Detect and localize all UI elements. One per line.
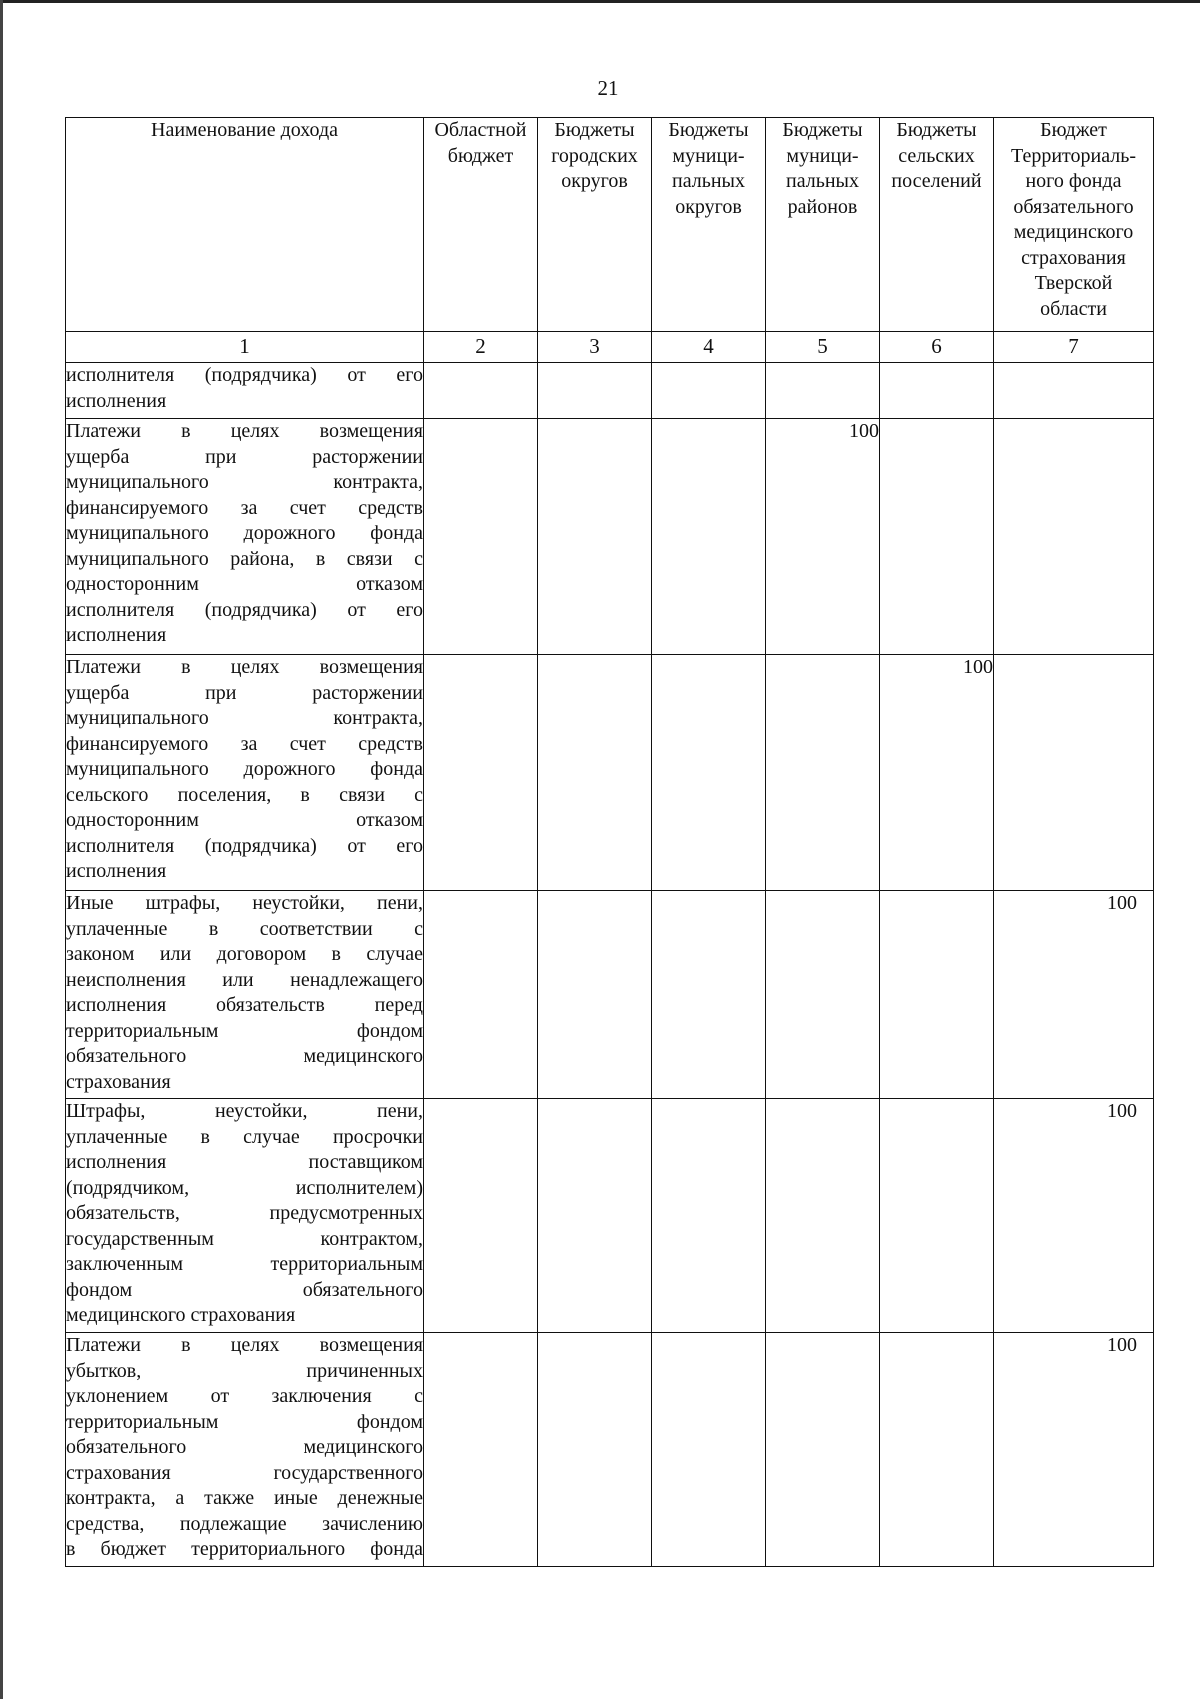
share-percent-cell: 100 <box>880 655 994 891</box>
revenue-name-line: территориальным фондом <box>66 1410 423 1433</box>
header-text-line: медицинского <box>1013 221 1134 243</box>
header-regional-budget <box>424 118 538 332</box>
share-percent-cell <box>424 1099 538 1333</box>
revenue-name-line: обязательств, предусмотренных <box>66 1202 423 1224</box>
revenue-name-line: односторонним отказом <box>66 809 423 831</box>
table-header-row <box>66 118 1154 332</box>
revenue-name-line: исполнения <box>66 389 167 412</box>
revenue-name-line: убытков, причиненных <box>66 1359 423 1382</box>
header-text-line: Бюджеты <box>554 119 635 141</box>
share-percent-cell: 100 <box>766 419 880 655</box>
share-percent-cell <box>652 891 766 1099</box>
revenue-name-line: обязательного медицинского <box>66 1045 423 1067</box>
revenue-name-line: односторонним отказом <box>66 573 423 595</box>
share-percent-cell <box>880 363 994 419</box>
header-municipal-regions-budgets <box>766 118 880 332</box>
revenue-name-cell <box>66 1333 424 1567</box>
header-territorial-fund-budget <box>994 118 1154 332</box>
column-number: 6 <box>880 332 994 363</box>
revenue-name-line: страхования государственного <box>66 1461 423 1484</box>
revenue-name-line: Иные штрафы, неустойки, пени, <box>66 892 423 914</box>
revenue-name-line: законом или договором в случае <box>66 943 423 965</box>
revenue-name-line: (подрядчиком, исполнителем) <box>66 1176 423 1199</box>
header-city-districts-budgets <box>538 118 652 332</box>
revenue-name-line: государственным контрактом, <box>66 1227 423 1250</box>
column-number: 4 <box>652 332 766 363</box>
revenue-name-line: уклонением от заключения с <box>66 1385 423 1407</box>
share-percent-cell: 100 <box>994 1099 1154 1333</box>
revenue-name-line: ущерба при расторжении <box>66 445 423 468</box>
header-text-line: Наименование дохода <box>151 119 338 141</box>
table-row <box>66 891 1154 1099</box>
share-percent-cell <box>880 891 994 1099</box>
share-percent-cell <box>766 655 880 891</box>
share-percent-cell <box>424 655 538 891</box>
share-percent-cell <box>880 1099 994 1333</box>
header-text-line: области <box>1040 297 1107 320</box>
table-row <box>66 655 1154 891</box>
revenue-name-cell <box>66 1099 424 1333</box>
share-percent-cell <box>424 1333 538 1567</box>
share-percent-cell <box>424 363 538 419</box>
share-percent-cell: 100 <box>994 891 1154 1099</box>
revenue-name-line: средства, подлежащие зачислению <box>66 1512 423 1535</box>
revenue-name-line: медицинского страхования <box>66 1304 296 1326</box>
revenue-name-line: муниципального контракта, <box>66 707 423 729</box>
revenue-name-line: обязательного медицинского <box>66 1436 423 1458</box>
share-percent-cell <box>652 1333 766 1567</box>
column-number: 1 <box>66 332 424 363</box>
column-number: 5 <box>766 332 880 363</box>
header-text-line: сельских <box>898 144 975 167</box>
header-rural-settlements-budgets <box>880 118 994 332</box>
revenue-name-cell <box>66 419 424 655</box>
revenue-name-line: исполнителя (подрядчика) от его <box>66 364 423 386</box>
revenue-distribution-table <box>65 117 1154 1567</box>
header-text-line: районов <box>787 195 858 218</box>
share-percent-cell <box>766 891 880 1099</box>
column-number: 7 <box>994 332 1154 363</box>
share-percent-cell: 100 <box>994 1333 1154 1567</box>
share-percent-cell <box>766 1333 880 1567</box>
share-percent-cell <box>880 1333 994 1567</box>
table-row <box>66 1333 1154 1567</box>
share-percent-cell <box>538 655 652 891</box>
header-text-line: округов <box>675 195 742 218</box>
share-percent-cell <box>652 1099 766 1333</box>
revenue-name-line: заключенным территориальным <box>66 1253 423 1275</box>
share-percent-cell <box>880 419 994 655</box>
header-text-line: пальных <box>786 170 859 192</box>
revenue-name-cell <box>66 655 424 891</box>
share-percent-cell <box>652 655 766 891</box>
header-revenue-name <box>66 118 424 332</box>
share-percent-cell <box>994 363 1154 419</box>
revenue-name-line: исполнителя (подрядчика) от его <box>66 834 423 857</box>
revenue-name-cell <box>66 891 424 1099</box>
revenue-name-line: Платежи в целях возмещения <box>66 420 423 442</box>
revenue-name-line: исполнения <box>66 860 167 882</box>
revenue-name-line: исполнения обязательств перед <box>66 994 423 1016</box>
revenue-name-line: сельского поселения, в связи с <box>66 783 423 806</box>
share-percent-cell <box>994 419 1154 655</box>
share-percent-cell <box>766 1099 880 1333</box>
header-text-line: муници- <box>786 144 859 167</box>
share-percent-cell <box>538 419 652 655</box>
share-percent-cell <box>538 1333 652 1567</box>
header-text-line: ного фонда <box>1025 170 1122 192</box>
revenue-name-line: муниципального дорожного фонда <box>66 758 423 780</box>
header-text-line: бюджет <box>447 144 514 167</box>
header-text-line: поселений <box>891 170 982 192</box>
header-text-line: страхования <box>1021 246 1126 269</box>
share-percent-cell <box>538 363 652 419</box>
revenue-name-line: контракта, а также иные денежные <box>66 1487 423 1509</box>
revenue-name-cell <box>66 363 424 419</box>
revenue-name-line: уплаченные в случае просрочки <box>66 1125 423 1148</box>
revenue-name-line: страхования <box>66 1070 171 1093</box>
header-text-line: Территориаль- <box>1010 144 1137 167</box>
revenue-name-line: уплаченные в соответствии с <box>66 917 423 940</box>
revenue-name-line: неисполнения или ненадлежащего <box>66 968 423 991</box>
header-text-line: Бюджеты <box>896 119 977 141</box>
header-text-line: Бюджеты <box>668 119 749 141</box>
header-text-line: Областной <box>434 119 527 141</box>
revenue-name-line: в бюджет территориального фонда <box>66 1538 423 1560</box>
revenue-name-line: Платежи в целях возмещения <box>66 1334 423 1356</box>
page-number: 21 <box>597 76 619 100</box>
header-text-line: городских <box>551 144 638 167</box>
column-number: 3 <box>538 332 652 363</box>
revenue-name-line: фондом обязательного <box>66 1278 423 1301</box>
share-percent-cell <box>424 891 538 1099</box>
table-row <box>66 419 1154 655</box>
revenue-name-line: муниципального района, в связи с <box>66 547 423 570</box>
revenue-name-line: финансируемого за счет средств <box>66 732 423 755</box>
header-text-line: муници- <box>672 144 745 167</box>
share-percent-cell <box>652 363 766 419</box>
revenue-name-line: финансируемого за счет средств <box>66 496 423 519</box>
scan-border-top <box>0 0 1200 3</box>
revenue-name-line: исполнения поставщиком <box>66 1151 423 1173</box>
table-row <box>66 1099 1154 1333</box>
header-text-line: пальных <box>672 170 745 192</box>
share-percent-cell <box>652 419 766 655</box>
revenue-name-line: Штрафы, неустойки, пени, <box>66 1100 423 1122</box>
header-municipal-districts-budgets <box>652 118 766 332</box>
revenue-name-line: исполнителя (подрядчика) от его <box>66 598 423 621</box>
header-text-line: Бюджеты <box>782 119 863 141</box>
revenue-name-line: муниципального контракта, <box>66 471 423 493</box>
share-percent-cell <box>538 891 652 1099</box>
share-percent-cell <box>994 655 1154 891</box>
column-number: 2 <box>424 332 538 363</box>
header-text-line: Бюджет <box>1040 119 1107 141</box>
revenue-name-line: ущерба при расторжении <box>66 681 423 704</box>
header-text-line: Тверской <box>1034 272 1113 294</box>
revenue-name-line: Платежи в целях возмещения <box>66 656 423 678</box>
revenue-name-line: муниципального дорожного фонда <box>66 522 423 544</box>
revenue-name-line: территориальным фондом <box>66 1019 423 1042</box>
share-percent-cell <box>538 1099 652 1333</box>
share-percent-cell <box>766 363 880 419</box>
share-percent-cell <box>424 419 538 655</box>
column-numbers-row <box>66 332 1154 363</box>
header-text-line: округов <box>561 170 628 192</box>
header-text-line: обязательного <box>1013 195 1134 218</box>
revenue-name-line: исполнения <box>66 624 167 646</box>
table-row <box>66 363 1154 419</box>
scan-border-left <box>0 0 3 1699</box>
